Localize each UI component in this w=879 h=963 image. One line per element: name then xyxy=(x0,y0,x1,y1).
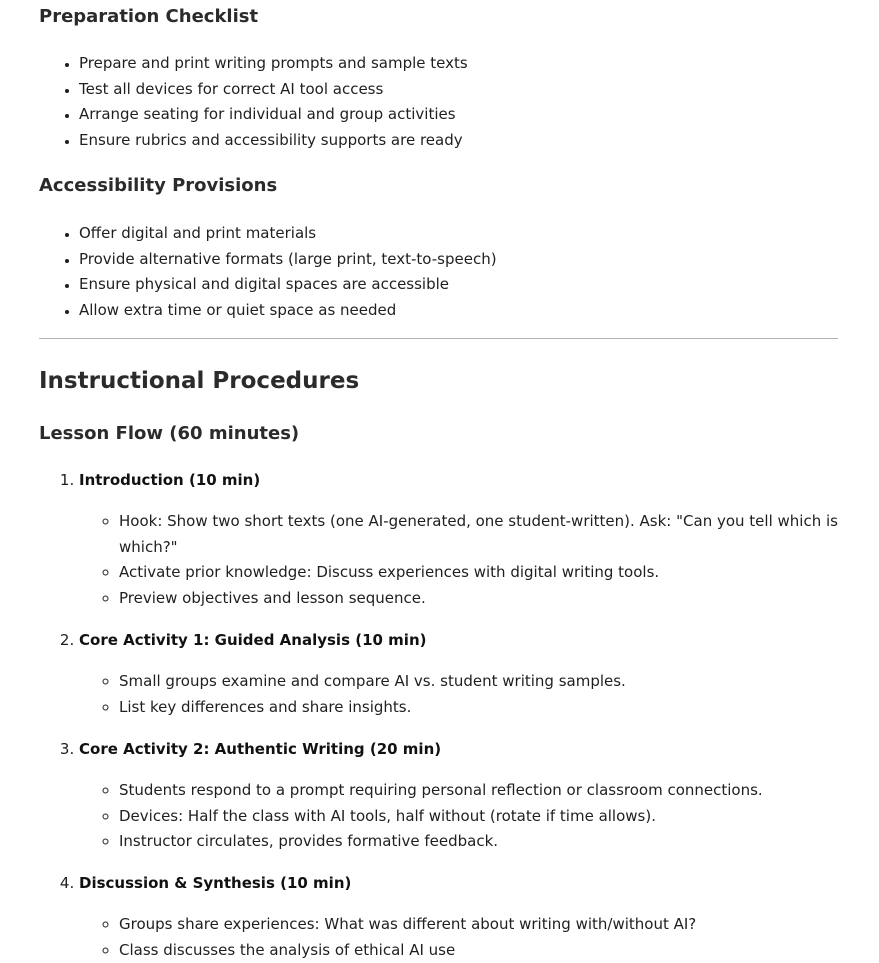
lesson-step-4 xyxy=(39,871,879,895)
step-3-details xyxy=(79,778,839,855)
step-2-details xyxy=(79,669,839,720)
preparation-list xyxy=(39,51,859,154)
section-divider xyxy=(39,338,838,339)
list-item: ◦ Hook: Show two short texts (one AI-generated, one student-written). Ask: "Can you tell which is which?" xyxy=(119,509,839,560)
list-item: • Ensure rubrics and accessibility supports are ready xyxy=(79,128,859,154)
list-item: ◦ Students respond to a prompt requiring personal reflection or classroom connections. xyxy=(119,778,839,804)
list-item: ◦ Devices: Half the class with AI tools, half without (rotate if time allows). xyxy=(119,804,839,830)
lesson-flow-heading: Lesson Flow (60 minutes) xyxy=(39,422,299,446)
step-1-details xyxy=(79,509,839,611)
lesson-step-2 xyxy=(39,628,879,652)
accessibility-list xyxy=(39,221,859,324)
accessibility-heading: Accessibility Provisions xyxy=(39,174,277,198)
list-item: ◦ Class discusses the analysis of ethical AI use xyxy=(119,938,839,963)
list-item: • Test all devices for correct AI tool access xyxy=(79,77,859,103)
list-item: ◦ Groups share experiences: What was different about writing with/without AI? xyxy=(119,912,839,938)
list-item: ◦ Preview objectives and lesson sequence. xyxy=(119,586,839,612)
step-title: Introduction (10 min) xyxy=(79,471,260,489)
step-title: Core Activity 2: Authentic Writing (20 min) xyxy=(79,740,441,758)
procedures-heading: Instructional Procedures xyxy=(39,366,359,396)
list-item: ◦ Small groups examine and compare AI vs. student writing samples. xyxy=(119,669,839,695)
list-item: • Prepare and print writing prompts and sample texts xyxy=(79,51,859,77)
list-item: ◦ Instructor circulates, provides formative feedback. xyxy=(119,829,839,855)
preparation-heading: Preparation Checklist xyxy=(39,5,258,29)
lesson-step-1 xyxy=(39,468,879,492)
list-item: • Provide alternative formats (large print, text-to-speech) xyxy=(79,247,859,273)
list-item: ◦ Activate prior knowledge: Discuss experiences with digital writing tools. xyxy=(119,560,839,586)
step-title: Core Activity 1: Guided Analysis (10 min) xyxy=(79,631,426,649)
list-item: ◦ List key differences and share insights. xyxy=(119,695,839,721)
list-item: • Ensure physical and digital spaces are accessible xyxy=(79,272,859,298)
step-4-details xyxy=(79,912,839,963)
list-item: • Arrange seating for individual and group activities xyxy=(79,102,859,128)
list-item: • Offer digital and print materials xyxy=(79,221,859,247)
lesson-step-3 xyxy=(39,737,879,761)
list-item: • Allow extra time or quiet space as needed xyxy=(79,298,859,324)
step-title: Discussion & Synthesis (10 min) xyxy=(79,874,351,892)
